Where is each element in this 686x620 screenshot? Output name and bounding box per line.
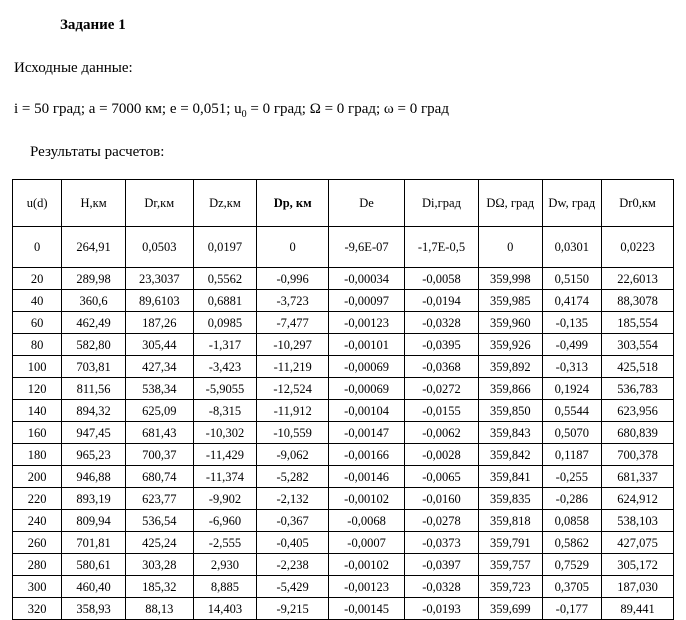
table-row xyxy=(13,290,674,312)
table-cell: 0,0223 xyxy=(602,227,674,268)
table-cell: 305,172 xyxy=(602,554,674,576)
table-cell: 280 xyxy=(13,554,62,576)
table-cell: 359,843 xyxy=(478,422,542,444)
table-cell: 946,88 xyxy=(62,466,126,488)
results-label: Результаты расчетов: xyxy=(30,144,165,160)
table-header-cell: Di,град xyxy=(405,180,479,227)
table-cell: 80 xyxy=(13,334,62,356)
table-cell: 580,61 xyxy=(62,554,126,576)
table-cell: -0,405 xyxy=(257,532,329,554)
table-cell: 701,81 xyxy=(62,532,126,554)
table-cell: -1,317 xyxy=(193,334,257,356)
table-cell: 538,103 xyxy=(602,510,674,532)
table-cell: 703,81 xyxy=(62,356,126,378)
table-cell: 0 xyxy=(478,227,542,268)
table-cell: 462,49 xyxy=(62,312,126,334)
table-cell: -0,0028 xyxy=(405,444,479,466)
table-cell: 947,45 xyxy=(62,422,126,444)
table-cell: 187,26 xyxy=(125,312,193,334)
table-cell: -0,00102 xyxy=(329,554,405,576)
table-cell: -0,0155 xyxy=(405,400,479,422)
table-cell: 40 xyxy=(13,290,62,312)
table-row xyxy=(13,400,674,422)
table-cell: 811,56 xyxy=(62,378,126,400)
table-cell: -0,499 xyxy=(542,334,602,356)
table-header-cell: Dr,км xyxy=(125,180,193,227)
table-cell: 0,0985 xyxy=(193,312,257,334)
table-cell: -0,0065 xyxy=(405,466,479,488)
table-cell: -7,477 xyxy=(257,312,329,334)
table-cell: -0,00101 xyxy=(329,334,405,356)
table-cell: -0,0395 xyxy=(405,334,479,356)
table-cell: -0,0272 xyxy=(405,378,479,400)
table-row xyxy=(13,466,674,488)
table-cell: 0,5562 xyxy=(193,268,257,290)
table-cell: 0,0858 xyxy=(542,510,602,532)
table-cell: -0,00069 xyxy=(329,378,405,400)
table-row xyxy=(13,227,674,268)
table-header-cell: De xyxy=(329,180,405,227)
table-cell: 359,850 xyxy=(478,400,542,422)
table-cell: 425,518 xyxy=(602,356,674,378)
table-cell: 359,791 xyxy=(478,532,542,554)
table-cell: 625,09 xyxy=(125,400,193,422)
param-e: e = 0,051; xyxy=(169,101,235,117)
param-omega-capital: Ω = 0 град; xyxy=(309,101,384,117)
table-row xyxy=(13,356,674,378)
table-cell: -0,177 xyxy=(542,598,602,620)
table-header-cell: H,км xyxy=(62,180,126,227)
table-cell: 359,985 xyxy=(478,290,542,312)
table-cell: 623,956 xyxy=(602,400,674,422)
table-cell: 360,6 xyxy=(62,290,126,312)
table-cell: -9,215 xyxy=(257,598,329,620)
table-cell: 88,13 xyxy=(125,598,193,620)
table-cell: -0,00123 xyxy=(329,576,405,598)
table-header-cell: Dr0,км xyxy=(602,180,674,227)
table-cell: 359,757 xyxy=(478,554,542,576)
table-body xyxy=(13,227,674,620)
param-u0-rest: = 0 град; xyxy=(246,101,310,117)
table-cell: 582,80 xyxy=(62,334,126,356)
table-row xyxy=(13,488,674,510)
orbit-parameters-line xyxy=(14,101,449,120)
table-cell: 0 xyxy=(257,227,329,268)
table-cell: -0,00166 xyxy=(329,444,405,466)
table-cell: -0,0328 xyxy=(405,312,479,334)
table-cell: 680,839 xyxy=(602,422,674,444)
table-cell: -10,297 xyxy=(257,334,329,356)
table-cell: -5,9055 xyxy=(193,378,257,400)
table-cell: 680,74 xyxy=(125,466,193,488)
table-cell: -0,00097 xyxy=(329,290,405,312)
table-cell: 0,5544 xyxy=(542,400,602,422)
table-cell: 894,32 xyxy=(62,400,126,422)
table-cell: 359,818 xyxy=(478,510,542,532)
table-cell: -0,0058 xyxy=(405,268,479,290)
table-cell: 300 xyxy=(13,576,62,598)
table-cell: -1,7Е-0,5 xyxy=(405,227,479,268)
param-omega-small: ω = 0 град xyxy=(383,101,449,117)
table-cell: 180 xyxy=(13,444,62,466)
table-cell: -0,0194 xyxy=(405,290,479,312)
table-row xyxy=(13,576,674,598)
table-cell: 140 xyxy=(13,400,62,422)
table-row xyxy=(13,510,674,532)
table-cell: 0,1187 xyxy=(542,444,602,466)
table-cell: 681,337 xyxy=(602,466,674,488)
table-cell: -0,0368 xyxy=(405,356,479,378)
table-row xyxy=(13,422,674,444)
table-cell: 0,3705 xyxy=(542,576,602,598)
table-cell: -0,00034 xyxy=(329,268,405,290)
table-cell: 0,6881 xyxy=(193,290,257,312)
table-cell: 359,699 xyxy=(478,598,542,620)
table-cell: 22,6013 xyxy=(602,268,674,290)
table-cell: -6,960 xyxy=(193,510,257,532)
results-table xyxy=(12,179,674,620)
table-cell: -3,723 xyxy=(257,290,329,312)
table-cell: 20 xyxy=(13,268,62,290)
table-cell: 0,1924 xyxy=(542,378,602,400)
table-cell: 0,0503 xyxy=(125,227,193,268)
table-header-cell: Dz,км xyxy=(193,180,257,227)
table-cell: -0,0373 xyxy=(405,532,479,554)
table-row xyxy=(13,598,674,620)
param-i: i = 50 град; xyxy=(14,101,89,117)
table-cell: 359,866 xyxy=(478,378,542,400)
table-cell: 89,441 xyxy=(602,598,674,620)
table-cell: 2,930 xyxy=(193,554,257,576)
table-cell: 460,40 xyxy=(62,576,126,598)
table-cell: 303,554 xyxy=(602,334,674,356)
param-u0-prefix: u xyxy=(234,101,242,117)
table-cell: 681,43 xyxy=(125,422,193,444)
table-cell: -0,367 xyxy=(257,510,329,532)
table-cell: -0,00102 xyxy=(329,488,405,510)
table-cell: 289,98 xyxy=(62,268,126,290)
table-cell: -10,302 xyxy=(193,422,257,444)
table-cell: -0,996 xyxy=(257,268,329,290)
table-cell: 359,835 xyxy=(478,488,542,510)
table-cell: -0,255 xyxy=(542,466,602,488)
table-cell: -0,0193 xyxy=(405,598,479,620)
table-cell: -9,902 xyxy=(193,488,257,510)
table-cell: 359,998 xyxy=(478,268,542,290)
table-cell: 160 xyxy=(13,422,62,444)
table-cell: 359,723 xyxy=(478,576,542,598)
table-cell: 809,94 xyxy=(62,510,126,532)
table-row xyxy=(13,554,674,576)
table-cell: -0,0068 xyxy=(329,510,405,532)
table-cell: -11,219 xyxy=(257,356,329,378)
table-cell: 623,77 xyxy=(125,488,193,510)
table-cell: 359,926 xyxy=(478,334,542,356)
table-row xyxy=(13,444,674,466)
table-cell: -11,429 xyxy=(193,444,257,466)
table-cell: 8,885 xyxy=(193,576,257,598)
table-cell: 0,0197 xyxy=(193,227,257,268)
table-header-cell: Dp, км xyxy=(257,180,329,227)
table-cell: -10,559 xyxy=(257,422,329,444)
table-cell: 187,030 xyxy=(602,576,674,598)
table-cell: -0,0328 xyxy=(405,576,479,598)
table-cell: 185,554 xyxy=(602,312,674,334)
table-row xyxy=(13,312,674,334)
table-cell: 0,5070 xyxy=(542,422,602,444)
table-cell: 120 xyxy=(13,378,62,400)
table-cell: -0,0397 xyxy=(405,554,479,576)
table-cell: 893,19 xyxy=(62,488,126,510)
table-cell: -11,374 xyxy=(193,466,257,488)
table-cell: 200 xyxy=(13,466,62,488)
table-cell: 358,93 xyxy=(62,598,126,620)
table-cell: 0,5862 xyxy=(542,532,602,554)
table-cell: 88,3078 xyxy=(602,290,674,312)
table-cell: 425,24 xyxy=(125,532,193,554)
table-cell: -0,00147 xyxy=(329,422,405,444)
page-title: Задание 1 xyxy=(60,17,126,33)
table-cell: 427,075 xyxy=(602,532,674,554)
table-row xyxy=(13,378,674,400)
table-cell: -9,062 xyxy=(257,444,329,466)
table-cell: 965,23 xyxy=(62,444,126,466)
table-cell: 320 xyxy=(13,598,62,620)
table-cell: 536,54 xyxy=(125,510,193,532)
table-cell: 536,783 xyxy=(602,378,674,400)
table-cell: -9,6Е-07 xyxy=(329,227,405,268)
table-cell: -8,315 xyxy=(193,400,257,422)
table-cell: -0,0007 xyxy=(329,532,405,554)
table-cell: 359,841 xyxy=(478,466,542,488)
table-cell: 14,403 xyxy=(193,598,257,620)
table-cell: 0,0301 xyxy=(542,227,602,268)
table-cell: 359,892 xyxy=(478,356,542,378)
table-cell: -2,132 xyxy=(257,488,329,510)
param-u0-subscript: 0 xyxy=(241,109,247,120)
table-cell: -2,555 xyxy=(193,532,257,554)
table-cell: 538,34 xyxy=(125,378,193,400)
table-cell: 0 xyxy=(13,227,62,268)
table-cell: -3,423 xyxy=(193,356,257,378)
table-cell: -2,238 xyxy=(257,554,329,576)
table-cell: 359,960 xyxy=(478,312,542,334)
table-cell: -0,00069 xyxy=(329,356,405,378)
table-cell: 60 xyxy=(13,312,62,334)
table-cell: -12,524 xyxy=(257,378,329,400)
table-cell: 100 xyxy=(13,356,62,378)
table-cell: 240 xyxy=(13,510,62,532)
initial-data-label: Исходные данные: xyxy=(14,60,133,76)
table-cell: 700,37 xyxy=(125,444,193,466)
table-cell: 624,912 xyxy=(602,488,674,510)
table-cell: -0,135 xyxy=(542,312,602,334)
table-cell: 23,3037 xyxy=(125,268,193,290)
table-header-cell: DΩ, град xyxy=(478,180,542,227)
table-cell: -0,0062 xyxy=(405,422,479,444)
table-cell: -0,0278 xyxy=(405,510,479,532)
table-cell: 359,842 xyxy=(478,444,542,466)
table-cell: -11,912 xyxy=(257,400,329,422)
table-cell: -0,313 xyxy=(542,356,602,378)
table-cell: 0,5150 xyxy=(542,268,602,290)
table-row xyxy=(13,334,674,356)
table-cell: 700,378 xyxy=(602,444,674,466)
table-cell: -0,00145 xyxy=(329,598,405,620)
table-cell: -0,0160 xyxy=(405,488,479,510)
table-cell: 260 xyxy=(13,532,62,554)
table-row xyxy=(13,268,674,290)
table-cell: 220 xyxy=(13,488,62,510)
table-cell: 0,7529 xyxy=(542,554,602,576)
table-cell: 0,4174 xyxy=(542,290,602,312)
table-header-cell: u(d) xyxy=(13,180,62,227)
table-cell: -0,00123 xyxy=(329,312,405,334)
table-cell: 185,32 xyxy=(125,576,193,598)
table-cell: -5,282 xyxy=(257,466,329,488)
table-row xyxy=(13,532,674,554)
table-cell: -5,429 xyxy=(257,576,329,598)
table-cell: 305,44 xyxy=(125,334,193,356)
table-cell: 303,28 xyxy=(125,554,193,576)
table-header-row xyxy=(13,180,674,227)
table-cell: 264,91 xyxy=(62,227,126,268)
table-cell: -0,286 xyxy=(542,488,602,510)
table-cell: 89,6103 xyxy=(125,290,193,312)
table-cell: -0,00146 xyxy=(329,466,405,488)
param-a: a = 7000 км; xyxy=(88,101,170,117)
table-header-cell: Dw, град xyxy=(542,180,602,227)
table-cell: 427,34 xyxy=(125,356,193,378)
table-cell: -0,00104 xyxy=(329,400,405,422)
